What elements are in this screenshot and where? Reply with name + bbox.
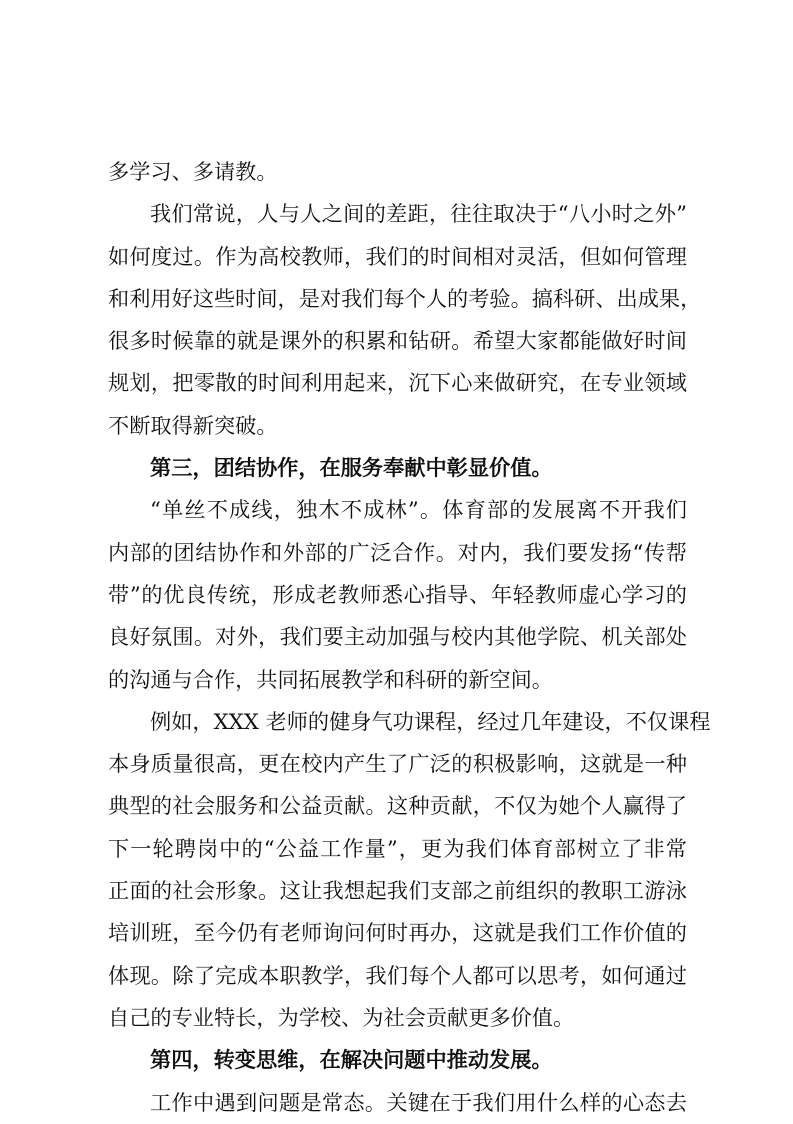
text-line: 第三，团结协作，在服务奉献中彰显价值。 [150, 455, 553, 481]
section-heading [108, 1039, 687, 1081]
text-line: 第四，转变思维，在解决问题中推动发展。 [150, 1047, 553, 1073]
text-line: 体现。除了完成本职教学，我们每个人都可以思考，如何通过 [108, 962, 687, 988]
paragraph [108, 193, 702, 447]
text-line: 我们常说，人与人之间的差距，往往取决于“八小时之外” [150, 201, 687, 227]
paragraph [108, 1082, 687, 1124]
text-line: 典型的社会服务和公益贡献。这种贡献，不仅为她个人赢得了 [108, 793, 687, 819]
section-heading [108, 447, 687, 489]
document-page [108, 151, 711, 1124]
text-line: 培训班，至今仍有老师询问何时再办，这就是我们工作价值的 [108, 920, 687, 946]
text-line: 正面的社会形象。这让我想起我们支部之前组织的教职工游泳 [108, 878, 687, 904]
text-line: 很多时候靠的就是课外的积累和钻研。希望大家都能做好时间 [108, 328, 687, 354]
paragraph [108, 489, 687, 700]
text-line: 和利用好这些时间，是对我们每个人的考验。搞科研、出成果， [108, 285, 702, 311]
text-line: 带”的优良传统，形成老教师悉心指导、年轻教师虚心学习的 [108, 581, 687, 607]
text-line: 如何度过。作为高校教师，我们的时间相对灵活，但如何管理 [108, 243, 687, 269]
text-line: 下一轮聘岗中的“公益工作量”，更为我们体育部树立了非常 [108, 835, 687, 861]
text-line: 的沟通与合作，共同拓展教学和科研的新空间。 [108, 666, 553, 692]
text-line: 自己的专业特长，为学校、为社会贡献更多价值。 [108, 1004, 575, 1030]
paragraph [108, 151, 687, 193]
text-line: 本身质量很高，更在校内产生了广泛的积极影响，这就是一种 [108, 751, 687, 777]
text-line: 多学习、多请教。 [108, 159, 278, 184]
text-line: 工作中遇到问题是常态。关键在于我们用什么样的心态去 [150, 1089, 687, 1115]
paragraph [108, 701, 711, 1039]
text-line: 例如，XXX 老师的健身气功课程，经过几年建设，不仅课程 [150, 708, 711, 734]
text-line: “单丝不成线，独木不成林”。体育部的发展离不开我们 [150, 497, 687, 523]
text-line: 良好氛围。对外，我们要主动加强与校内其他学院、机关部处 [108, 624, 687, 650]
text-line: 不断取得新突破。 [108, 412, 278, 438]
text-line: 规划，把零散的时间利用起来，沉下心来做研究，在专业领域 [108, 370, 687, 396]
text-line: 内部的团结协作和外部的广泛合作。对内，我们要发扬“传帮 [108, 539, 687, 565]
